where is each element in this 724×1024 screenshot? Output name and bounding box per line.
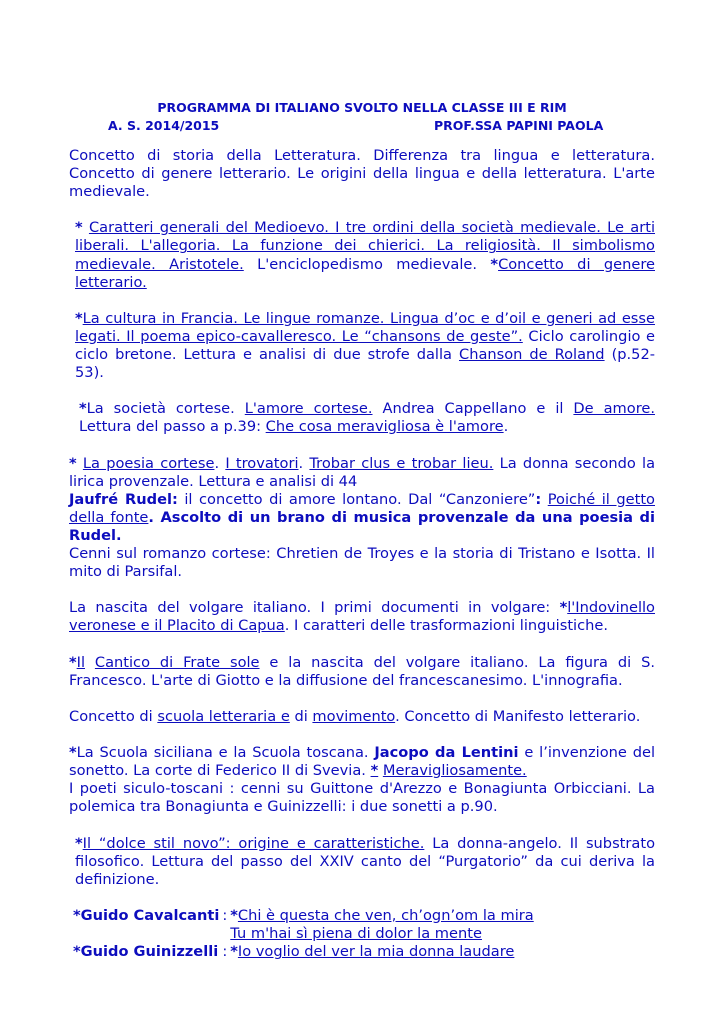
poem-title: Tu m'hai sì piena di dolor la mente <box>230 925 482 943</box>
author-name: Jacopo da Lentini <box>374 744 519 762</box>
paragraph-cantico <box>69 654 655 690</box>
text-span: Lettura del passo a p.39: <box>79 418 266 436</box>
text-span: Concetto di <box>69 707 158 725</box>
paragraph-medioevo <box>69 219 655 291</box>
topic-link: scuola letteraria e <box>157 707 290 725</box>
author-name: *Guido Guinizzelli <box>73 943 219 961</box>
topic-link: La cultura in Francia. Le lingue romanze. Lingua d’oc e d’oil e generi ad esse legati. Il poema epico-cavalleresco. Le “chansons de geste”. <box>75 309 655 345</box>
topic-link: De amore. <box>573 400 655 418</box>
paragraph-intro: Concetto di storia della Letteratura. Differenza tra lingua e letteratura. Concetto di genere letterario. Le origini della lingua e della letteratura. L'arte medievale. <box>69 147 655 201</box>
teacher-name: PROF.SSA PAPINI PAOLA <box>434 118 604 133</box>
topic-link: Il “dolce stil novo”: origine e caratteristiche. <box>82 834 425 852</box>
poem-titles <box>230 943 533 961</box>
text-span: e l’invenzione del sonetto. La corte di Federico II di Svevia. <box>69 744 655 780</box>
colon: : <box>222 943 228 961</box>
document-body <box>69 147 655 961</box>
topic-link: Poiché il getto della fonte <box>69 490 655 526</box>
poems-table <box>73 907 534 961</box>
text-span: (p.52-53). <box>75 346 656 382</box>
poem-title: Io voglio del ver la mia donna laudare <box>237 943 515 961</box>
topic-link: Il <box>76 653 85 671</box>
text-span: il concetto di amore lontano. Dal “Canzoniere” <box>177 490 536 508</box>
paragraph-stilnovo <box>69 835 655 889</box>
topic-link: L'amore cortese. <box>244 400 373 418</box>
text-span: La donna-angelo. Il substrato filosofico. Lettura del passo del XXIV canto del “Purgatorio” da cui deriva la definizione. <box>75 834 655 888</box>
text-span: . <box>503 418 509 436</box>
topic-link: l'Indovinello veronese e il Placito di Capua <box>69 599 655 635</box>
asterisk: * <box>230 943 238 961</box>
text-span: Ciclo carolingio e ciclo bretone. Lettura e analisi di due strofe dalla <box>75 327 655 364</box>
document-title: PROGRAMMA DI ITALIANO SVOLTO NELLA CLASSE III E RIM <box>157 100 567 115</box>
author-name: *Guido Cavalcanti <box>73 906 220 924</box>
topic-link: movimento <box>312 707 396 725</box>
topic-link: Trobar clus e trobar lieu. <box>309 454 494 472</box>
topic-link: Meravigliosamente. <box>382 762 527 780</box>
text-span: . Concetto di Manifesto letterario. <box>395 707 641 725</box>
asterisk: * <box>75 834 83 852</box>
topic-link: Caratteri generali del Medioevo. I tre ordini della società medievale. Le arti liberali. L'allegoria. La funzione dei chierici. La religiosità. Il simbolismo medievale. Aristotele. <box>75 219 655 273</box>
asterisk: * <box>79 400 87 418</box>
paragraph-siculo-toscani: I poeti siculo-toscani : cenni su Guittone d'Arezzo e Bonagiunta Orbicciani. La polemica tra Bonagiunta e Guinizzelli: i due sonetti a p.90. <box>69 780 655 816</box>
text-span: e la nascita del volgare italiano. La figura di S. Francesco. L'arte di Giotto e la diffusione del francescanesimo. L'innografia. <box>69 653 655 689</box>
author-name: Jaufré Rudel: <box>69 490 178 508</box>
text-span: Andrea Cappellano e il <box>372 400 574 418</box>
paragraph-rudel <box>69 491 655 545</box>
text-span: L'enciclopedismo medievale. <box>243 255 491 273</box>
asterisk: * <box>69 653 77 671</box>
paragraph-francia <box>69 310 655 382</box>
text-span: : <box>535 490 542 508</box>
asterisk: * <box>69 454 77 472</box>
topic-link: La poesia cortese <box>82 454 215 472</box>
asterisk: * <box>75 219 83 237</box>
text-span: di <box>289 707 313 725</box>
school-year: A. S. 2014/2015 <box>108 118 220 133</box>
table-row <box>73 943 534 961</box>
topic-link: I trovatori <box>225 454 299 472</box>
paragraph-romanzo: Cenni sul romanzo cortese: Chretien de Troyes e la storia di Tristano e Isotta. Il mito di Parsifal. <box>69 545 655 581</box>
colon: : <box>222 906 228 924</box>
asterisk: * <box>69 744 77 762</box>
poem-titles <box>230 907 533 943</box>
poem-title: Chi è questa che ven, ch’ogn’om la mira <box>237 906 534 924</box>
text-span: La donna secondo la lirica provenzale. Lettura e analisi di 44 <box>69 454 656 490</box>
asterisk: * <box>559 599 568 617</box>
paragraph-scuola <box>69 708 655 726</box>
topic-link: Chanson de Roland <box>459 346 605 364</box>
asterisk: * <box>230 906 238 924</box>
text-span: . <box>214 454 226 472</box>
text-span: La società cortese. <box>86 400 245 418</box>
table-row <box>73 907 534 943</box>
topic-link: Cantico di Frate sole <box>94 653 260 671</box>
topic-link: Concetto di genere letterario. <box>75 255 655 291</box>
text-span: La nascita del volgare italiano. I primi documenti in volgare: <box>69 599 560 617</box>
asterisk: * <box>490 255 499 273</box>
paragraph-volgare <box>69 599 655 635</box>
asterisk: * <box>75 309 83 327</box>
paragraph-poesia-cortese <box>69 455 655 491</box>
paragraph-societa-cortese <box>69 400 655 436</box>
text-span: . <box>298 454 310 472</box>
text-span: La Scuola siciliana e la Scuola toscana. <box>76 744 375 762</box>
asterisk: * <box>370 762 379 780</box>
text-span: . I caratteri delle trasformazioni linguistiche. <box>284 617 608 635</box>
text-span: . Ascolto di un brano di musica provenzale da una poesia di Rudel. <box>69 508 656 544</box>
topic-link: Che cosa meravigliosa è l'amore <box>265 418 504 436</box>
paragraph-siciliana <box>69 744 655 780</box>
